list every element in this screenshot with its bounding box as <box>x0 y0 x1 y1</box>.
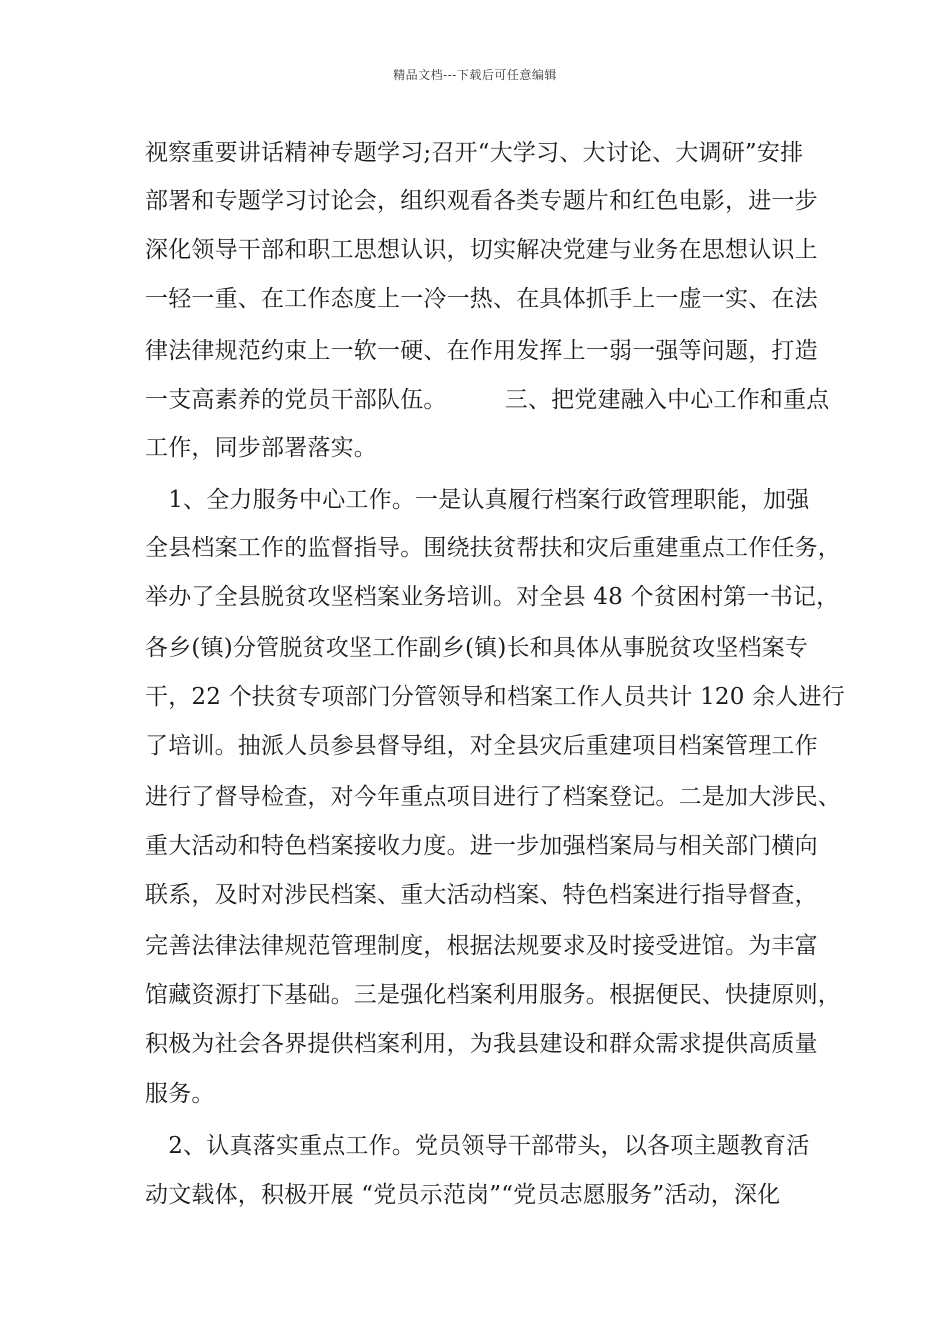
body-line: 一支高素养的党员干部队伍。 三、把党建融入中心工作和重点 <box>145 387 830 413</box>
body-line: 视察重要讲话精神专题学习;召开“大学习、大讨论、大调研”安排 <box>145 140 804 166</box>
body-line: 深化领导干部和职工思想认识，切实解决党建与业务在思想认识上 <box>145 237 818 263</box>
body-line: 部署和专题学习讨论会，组织观看各类专题片和红色电影，进一步 <box>145 188 818 214</box>
body-line: 馆藏资源打下基础。三是强化档案利用服务。根据便民、快捷原则， <box>145 982 841 1008</box>
body-line: 联系，及时对涉民档案、重大活动档案、特色档案进行指导督查， <box>145 882 818 908</box>
body-line: 工作，同步部署落实。 <box>145 435 377 461</box>
body-line: 干，22 个扶贫专项部门分管领导和档案工作人员共计 120 余人进行 <box>145 684 845 710</box>
body-line: 进行了督导检查，对今年重点项目进行了档案登记。二是加大涉民、 <box>145 784 841 810</box>
body-line: 律法律规范约束上一软一硬、在作用发挥上一弱一强等问题，打造 <box>145 338 818 364</box>
body-line: 服务。 <box>145 1081 215 1107</box>
body-line: 1、全力服务中心工作。一是认真履行档案行政管理职能，加强 <box>145 487 810 513</box>
body-line: 积极为社会各界提供档案利用，为我县建设和群众需求提供高质量 <box>145 1031 818 1057</box>
body-line: 举办了全县脱贫攻坚档案业务培训。对全县 48 个贫困村第一书记， <box>145 584 840 610</box>
page-header: 精品文档---下载后可任意编辑 <box>393 68 557 82</box>
body-line: 了培训。抽派人员参县督导组，对全县灾后重建项目档案管理工作 <box>145 733 818 759</box>
body-line: 重大活动和特色档案接收力度。进一步加强档案局与相关部门横向 <box>145 833 818 859</box>
body-line: 各乡(镇)分管脱贫攻坚工作副乡(镇)长和具体从事脱贫攻坚档案专 <box>145 635 809 661</box>
body-line: 全县档案工作的监督指导。围绕扶贫帮扶和灾后重建重点工作任务， <box>145 535 841 561</box>
body-line: 完善法律法律规范管理制度，根据法规要求及时接受进馆。为丰富 <box>145 933 818 959</box>
body-line: 动文载体，积极开展 “党员示范岗”“党员志愿服务”活动，深化 <box>145 1182 781 1208</box>
body-line: 2、认真落实重点工作。党员领导干部带头，以各项主题教育活 <box>145 1133 810 1159</box>
body-line: 一轻一重、在工作态度上一冷一热、在具体抓手上一虚一实、在法 <box>145 286 818 312</box>
